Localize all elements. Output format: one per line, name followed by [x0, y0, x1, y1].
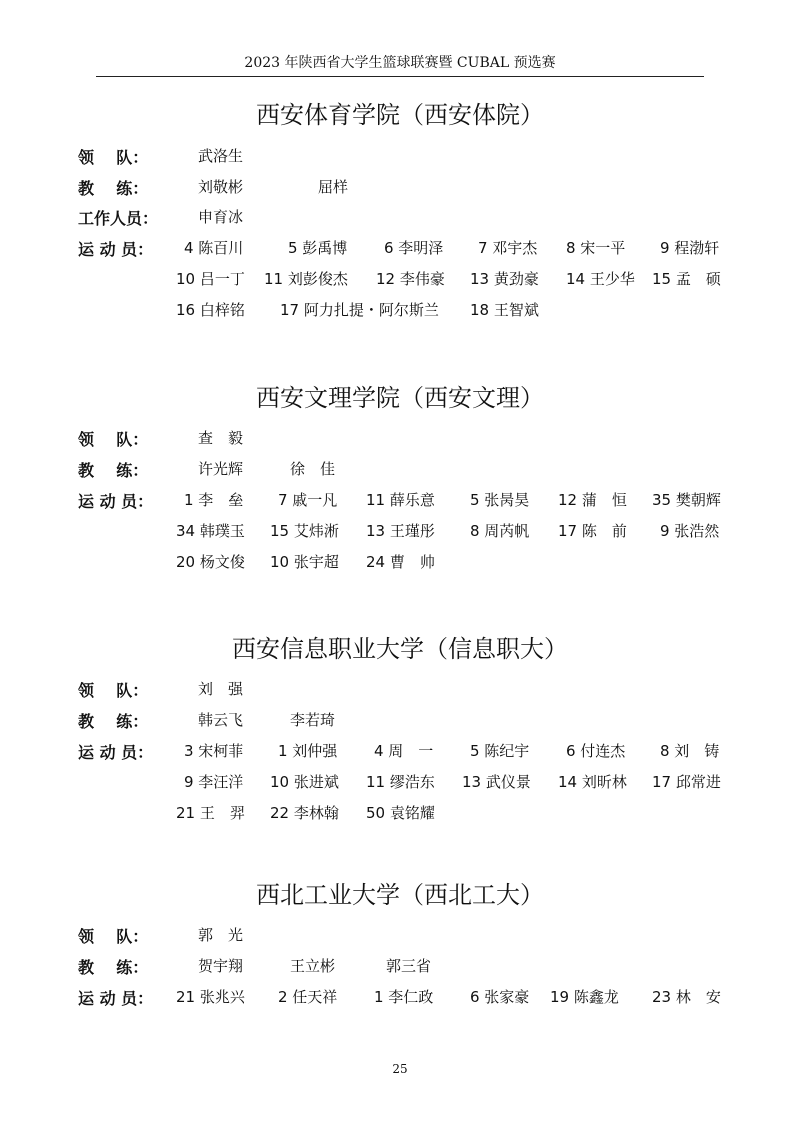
player: 24 曹 帅 [366, 553, 435, 571]
coach-name: 刘敬彬 [198, 178, 244, 196]
player: 13 武仪景 [462, 773, 531, 791]
player: 13 王瑾彤 [366, 522, 435, 540]
players-label: 运 动 员： [78, 743, 154, 762]
player: 17 陈 前 [558, 522, 627, 540]
player: 3 宋柯菲 [184, 742, 244, 760]
player: 19 陈鑫龙 [550, 988, 619, 1006]
player: 7 邓宇杰 [478, 239, 538, 257]
player: 20 杨文俊 [176, 553, 245, 571]
players-label: 运 动 员： [78, 240, 154, 259]
team-title: 西安文理学院（西安文理） [256, 384, 544, 412]
player: 6 李明泽 [384, 239, 444, 257]
player: 50 袁铭耀 [366, 804, 435, 822]
header-rule [96, 76, 704, 77]
player: 23 林 安 [652, 988, 721, 1006]
coach-label: 教 练： [78, 712, 149, 731]
player: 4 周 一 [374, 742, 434, 760]
team-title: 西安体育学院（西安体院） [256, 101, 544, 129]
player: 11 薛乐意 [366, 491, 435, 509]
page-header: 2023 年陕西省大学生篮球联赛暨 CUBAL 预选赛 [244, 55, 556, 71]
player: 5 彭禹博 [288, 239, 348, 257]
player: 5 张昺昊 [470, 491, 530, 509]
player: 9 程渤轩 [660, 239, 720, 257]
player: 11 刘彭俊杰 [264, 270, 348, 288]
player: 13 黄劲豪 [470, 270, 539, 288]
team-leader: 武洛生 [198, 147, 244, 165]
player: 21 张兆兴 [176, 988, 245, 1006]
player: 1 李 垒 [184, 491, 244, 509]
coach-name: 许光辉 [198, 460, 244, 478]
team-leader: 刘 强 [198, 680, 244, 698]
player: 7 戚一凡 [278, 491, 338, 509]
player: 4 陈百川 [184, 239, 244, 257]
coach-label: 教 练： [78, 958, 149, 977]
player: 10 吕一丁 [176, 270, 245, 288]
player: 21 王 羿 [176, 804, 245, 822]
player: 12 李伟豪 [376, 270, 445, 288]
player: 15 孟 硕 [652, 270, 721, 288]
player: 15 艾炜淅 [270, 522, 339, 540]
coach-label: 教 练： [78, 461, 149, 480]
player: 14 王少华 [566, 270, 635, 288]
player: 1 刘仲强 [278, 742, 338, 760]
player: 22 李林翰 [270, 804, 339, 822]
leader-label: 领 队： [78, 430, 149, 449]
player: 8 周芮帆 [470, 522, 530, 540]
coach-name: 王立彬 [290, 957, 336, 975]
leader-label: 领 队： [78, 927, 149, 946]
coach-name: 韩云飞 [198, 711, 244, 729]
team-leader: 郭 光 [198, 926, 244, 944]
leader-label: 领 队： [78, 148, 149, 167]
player: 16 白梓铭 [176, 301, 245, 319]
player: 17 阿力扎提・阿尔斯兰 [280, 301, 439, 319]
coach-name: 李若琦 [290, 711, 336, 729]
coach-name: 徐 佳 [290, 460, 336, 478]
player: 10 张进斌 [270, 773, 339, 791]
player: 5 陈纪宇 [470, 742, 530, 760]
player: 18 王智斌 [470, 301, 539, 319]
leader-label: 领 队： [78, 681, 149, 700]
players-label: 运 动 员： [78, 989, 154, 1008]
coach-name: 郭三省 [386, 957, 432, 975]
staff-name: 申育冰 [198, 208, 244, 226]
player: 14 刘昕林 [558, 773, 627, 791]
player: 9 张浩然 [660, 522, 720, 540]
players-label: 运 动 员： [78, 492, 154, 511]
team-title: 西北工业大学（西北工大） [256, 881, 544, 909]
player: 34 韩璞玉 [176, 522, 245, 540]
player: 2 任天祥 [278, 988, 338, 1006]
player: 35 樊朝辉 [652, 491, 721, 509]
player: 6 付连杰 [566, 742, 626, 760]
player: 6 张家豪 [470, 988, 530, 1006]
coach-name: 贺宇翔 [198, 957, 244, 975]
player: 11 缪浩东 [366, 773, 435, 791]
player: 9 李汪洋 [184, 773, 244, 791]
player: 8 宋一平 [566, 239, 626, 257]
player: 8 刘 铸 [660, 742, 720, 760]
coach-name: 屈样 [318, 178, 349, 196]
player: 1 李仁政 [374, 988, 434, 1006]
coach-label: 教 练： [78, 179, 149, 198]
team-title: 西安信息职业大学（信息职大） [232, 635, 568, 663]
player: 17 邱常进 [652, 773, 721, 791]
team-leader: 查 毅 [198, 429, 244, 447]
staff-label: 工作人员： [78, 209, 159, 228]
page-number: 25 [392, 1062, 408, 1076]
player: 10 张宇超 [270, 553, 339, 571]
player: 12 蒲 恒 [558, 491, 627, 509]
